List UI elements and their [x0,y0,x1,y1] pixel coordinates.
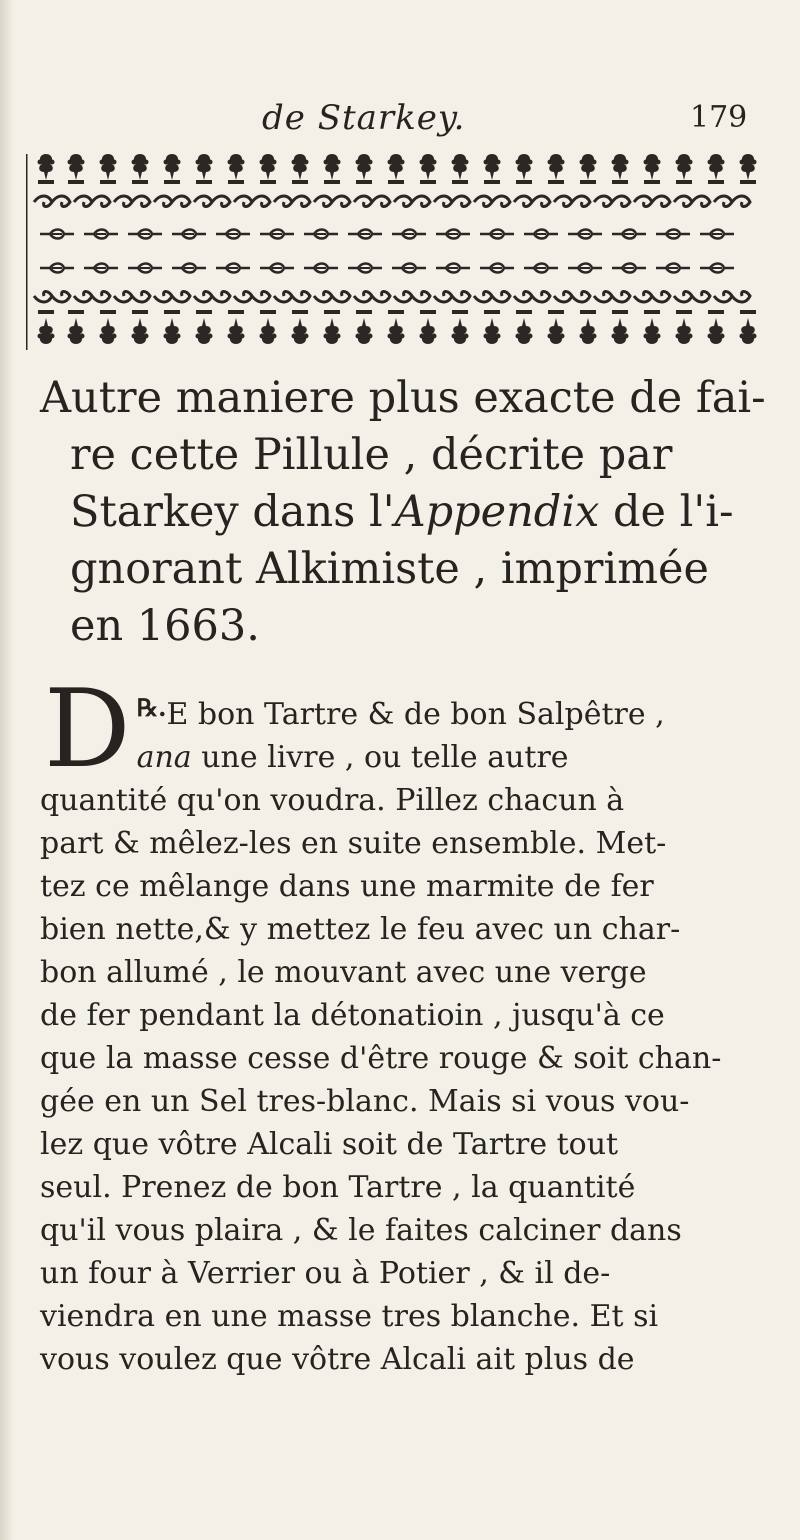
body-line: quantité qu'on voudra. Pillez chacun à [40,783,625,818]
body-line: un four à Verrier ou à Potier , & il de- [40,1256,611,1291]
heading-text: Starkey dans l' [70,487,395,537]
body-line: seul. Prenez de bon Tartre , la quantité [40,1170,636,1205]
heading-italic-text: Appendix [394,487,600,537]
chapter-heading [40,370,770,655]
body-line [40,736,780,779]
heading-line: Autre maniere plus exacte de fai- [40,373,766,423]
body-line: qu'il vous plaira , & le faites calciner dans [40,1213,682,1248]
page-number: 179 [690,100,748,135]
body-line: que la masse cesse d'être rouge & soit chan- [40,1041,722,1076]
heading-line: en 1663. [70,601,260,651]
body-line: vous voulez que vôtre Alcali ait plus de [40,1342,635,1377]
ornament-band-icon [26,150,774,355]
body-line: viendra en une masse tres blanche. Et si [40,1299,659,1334]
heading-line [40,484,770,541]
body-text: une livre , ou telle autre [191,740,569,775]
body-paragraph [40,667,780,1381]
page-edge-shadow [0,0,14,1540]
body-line: bien nette,& y mettez le feu avec un char- [40,912,681,947]
body-line: de fer pendant la détonatioin , jusqu'à ce [40,998,665,1033]
heading-line: re cette Pillule , décrite par [70,430,673,480]
body-italic-text: ana [136,740,192,775]
body-line: lez que vôtre Alcali soit de Tartre tout [40,1127,619,1162]
body-line: tez ce mêlange dans une marmite de fer [40,869,654,904]
body-line: part & mêlez-les en suite ensemble. Met- [40,826,667,861]
drop-cap: D [44,667,131,792]
heading-line: gnorant Alkimiste , imprimée [70,544,709,594]
body-line: bon allumé , le mouvant avec une verge [40,955,647,990]
body-text: E bon Tartre & de bon Salpêtre , [166,697,665,732]
running-head [0,98,800,138]
recipe-mark: ℞. [136,693,167,722]
heading-text: de l'i- [599,487,734,537]
body-line: gée en un Sel tres-blanc. Mais si vous vou- [40,1084,690,1119]
running-head-title: de Starkey. [262,98,466,138]
